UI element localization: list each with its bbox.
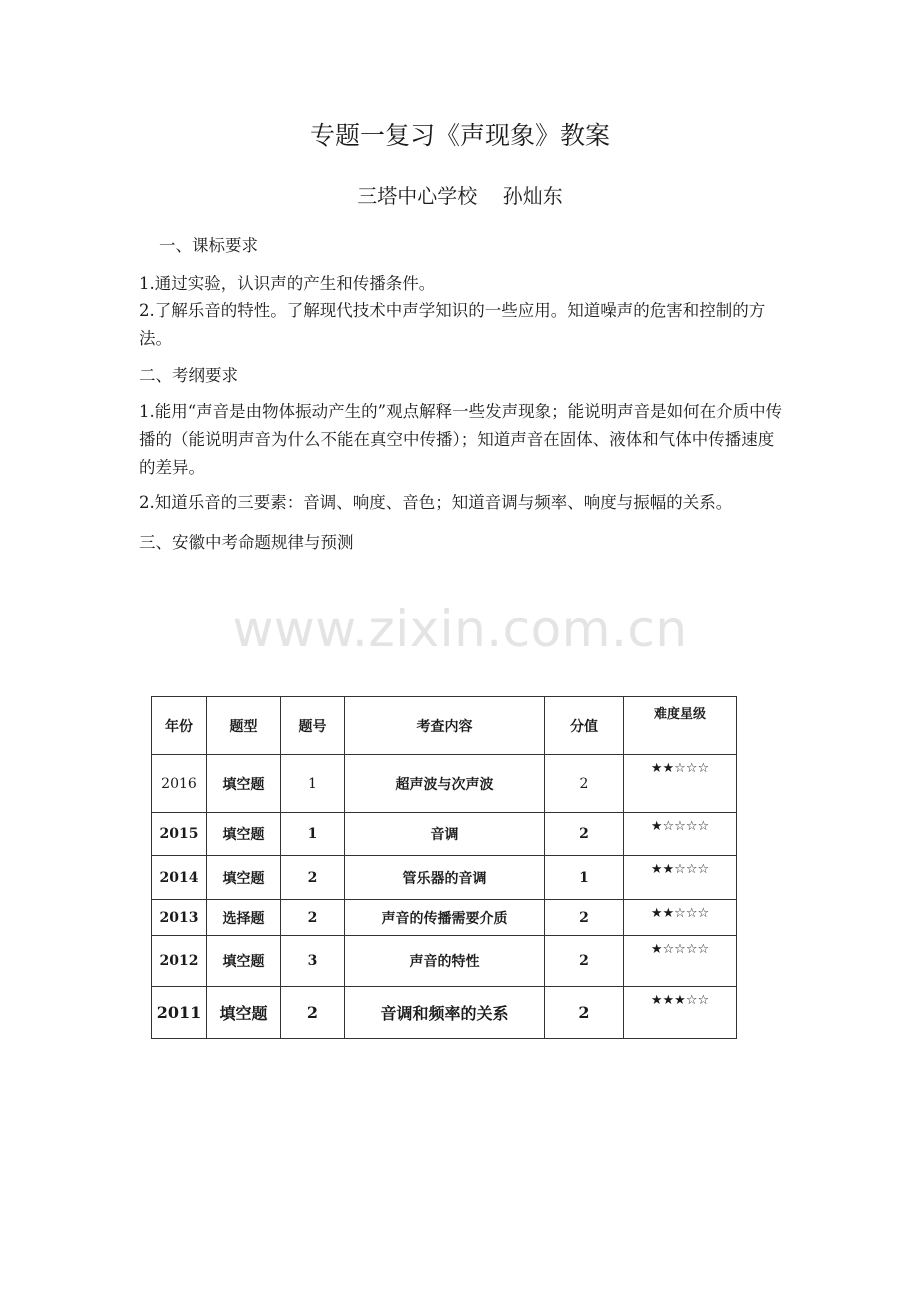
section-heading-curriculum: 一、课标要求 xyxy=(159,236,258,255)
cell-type: 选择题 xyxy=(207,900,281,936)
curriculum-item-2: 2.了解乐音的特性。了解现代技术中声学知识的一些应用。知道噪声的危害和控制的方法。 xyxy=(139,301,766,348)
cell-number: 2 xyxy=(281,900,345,936)
document-title: 专题一复习《声现象》教案 xyxy=(309,121,610,150)
cell-type: 填空题 xyxy=(207,813,281,856)
header-difficulty: 难度星级 xyxy=(624,697,737,755)
cell-score: 2 xyxy=(545,900,624,936)
cell-score: 2 xyxy=(545,936,624,987)
watermark: www.zixin.com.cn xyxy=(232,600,688,658)
section-heading-prediction: 三、安徽中考命题规律与预测 xyxy=(139,533,354,552)
cell-difficulty-stars: ★★☆☆☆ xyxy=(624,900,737,936)
header-content: 考查内容 xyxy=(345,697,545,755)
cell-content: 超声波与次声波 xyxy=(345,755,545,813)
cell-number: 1 xyxy=(281,813,345,856)
header-score: 分值 xyxy=(545,697,624,755)
section-heading-exam-outline: 二、考纲要求 xyxy=(139,366,238,385)
author-line: 三塔中心学校 孙灿东 xyxy=(357,184,563,208)
cell-type: 填空题 xyxy=(207,936,281,987)
table-row xyxy=(152,755,737,813)
cell-difficulty-stars: ★☆☆☆☆ xyxy=(624,813,737,856)
cell-difficulty-stars: ★★☆☆☆ xyxy=(624,856,737,900)
curriculum-item-1: 1.通过实验，认识声的产生和传播条件。 xyxy=(139,274,436,293)
cell-difficulty-stars: ★☆☆☆☆ xyxy=(624,936,737,987)
table-row xyxy=(152,900,737,936)
cell-content: 声音的传播需要介质 xyxy=(345,900,545,936)
cell-type: 填空题 xyxy=(207,755,281,813)
cell-type: 填空题 xyxy=(207,856,281,900)
cell-number: 3 xyxy=(281,936,345,987)
cell-number: 2 xyxy=(281,987,345,1039)
cell-content: 管乐器的音调 xyxy=(345,856,545,900)
table-row xyxy=(152,813,737,856)
exam-outline-item-1: 1.能用“声音是由物体振动产生的”观点解释一些发声现象；能说明声音是如何在介质中传播的（能说明声音为什么不能在真空中传播）；知道声音在固体、液体和气体中传播速度的差异。 xyxy=(139,402,783,477)
cell-content: 音调和频率的关系 xyxy=(345,987,545,1039)
exam-outline-item-2: 2.知道乐音的三要素：音调、响度、音色；知道音调与频率、响度与振幅的关系。 xyxy=(139,493,733,512)
cell-year: 2011 xyxy=(152,987,207,1039)
cell-number: 1 xyxy=(281,755,345,813)
table-header-row xyxy=(152,697,737,755)
cell-content: 声音的特性 xyxy=(345,936,545,987)
exam-history-table xyxy=(151,696,737,1039)
cell-score: 2 xyxy=(545,813,624,856)
cell-year: 2013 xyxy=(152,900,207,936)
cell-score: 1 xyxy=(545,856,624,900)
table-row xyxy=(152,987,737,1039)
table-row xyxy=(152,936,737,987)
cell-type: 填空题 xyxy=(207,987,281,1039)
cell-score: 2 xyxy=(545,755,624,813)
cell-year: 2012 xyxy=(152,936,207,987)
header-type: 题型 xyxy=(207,697,281,755)
cell-difficulty-stars: ★★★☆☆ xyxy=(624,987,737,1039)
header-number: 题号 xyxy=(281,697,345,755)
table-row xyxy=(152,856,737,900)
cell-number: 2 xyxy=(281,856,345,900)
cell-year: 2016 xyxy=(152,755,207,813)
header-year: 年份 xyxy=(152,697,207,755)
cell-difficulty-stars: ★★☆☆☆ xyxy=(624,755,737,813)
cell-year: 2015 xyxy=(152,813,207,856)
cell-content: 音调 xyxy=(345,813,545,856)
cell-score: 2 xyxy=(545,987,624,1039)
cell-year: 2014 xyxy=(152,856,207,900)
